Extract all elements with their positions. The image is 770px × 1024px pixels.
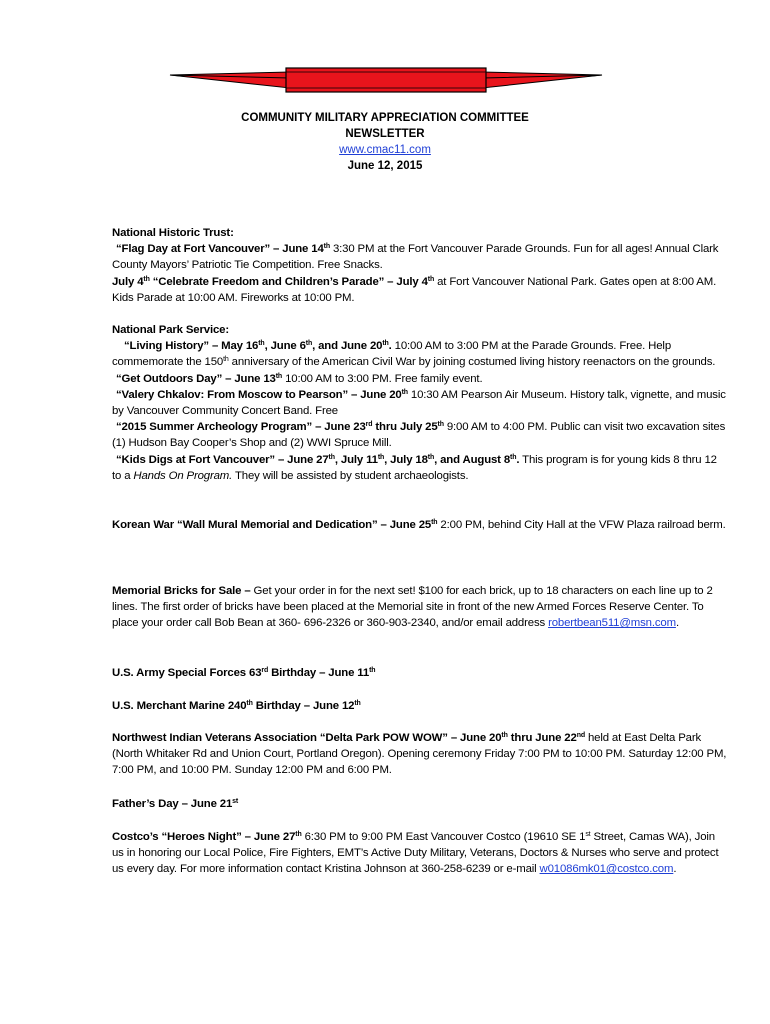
website-link[interactable]: www.cmac11.com [339, 144, 431, 156]
event-title: U.S. Army Special Forces 63 [112, 667, 262, 679]
email-link[interactable]: w01086mk01@costco.com [539, 863, 674, 876]
event-title: “Flag Day at Fort Vancouver” – June 14 [116, 243, 324, 256]
living-history-item [112, 338, 728, 370]
event-text-end: . [675, 617, 679, 630]
flag-day-item [112, 241, 728, 273]
superscript: th [382, 340, 389, 348]
outdoors-day-item [112, 371, 728, 387]
event-title: Costco’s “Heroes Night” – June 27 [112, 831, 296, 843]
july-4th-item [112, 274, 728, 306]
superscript: st [232, 798, 239, 805]
event-text: 2:00 PM, behind City Hall at the VFW Plaza railroad berm. [437, 519, 726, 531]
event-title-2: , June 6 [264, 340, 306, 353]
event-text: Get your order in for the next set! $100 for each brick, up to 18 characters on each line up to 2 lines. The first order of bricks have been placed at the Memorial site in front of the new Armed Forces Reserve Center. To place your order call Bob Bean at 360- 696-2326 or 360-903-2340, and/or email address [112, 585, 713, 630]
superscript: th [510, 453, 517, 461]
fathers-day-item [112, 796, 728, 812]
costco-item [112, 829, 728, 878]
event-text: 6:30 PM to 9:00 PM East Vancouver Costco (19610 SE 1 [301, 831, 586, 843]
event-title-5: . [516, 453, 520, 466]
special-forces-item [112, 665, 728, 681]
event-text-2: Street, Camas WA), Join us in honoring our Local Police, Fire Fighters, EMT’s Active Duty Military, Veterans, Doctors & Nurses who serve and protect us every day. For more information contact Kristina Johnson at 360-258-6239 or e-mail [112, 831, 719, 876]
superscript: th [427, 453, 435, 461]
event-title: July 4 [112, 275, 144, 288]
event-title: “Valery Chkalov: From Moscow to Pearson” – June 20 [116, 388, 402, 401]
superscript: th [431, 519, 438, 526]
archeology-program-item [112, 419, 728, 451]
fathers-day-section [112, 796, 728, 812]
section-heading: National Park Service: [112, 324, 229, 336]
event-text-italic: Hands On Program. [133, 469, 233, 482]
event-text: 10:30 AM Pearson Air Museum. History talk, vignette, and music by Vancouver Community Concert Band. Free [112, 388, 726, 418]
superscript: rd [261, 667, 269, 674]
event-title-2: Birthday – June 11 [268, 667, 370, 679]
event-text-2: anniversary of the American Civil War by joining costumed living history reenactors on the grounds. [228, 356, 716, 369]
valery-chkalov-item [112, 387, 728, 419]
newsletter-header [0, 110, 770, 174]
event-title-2: thru July 25 [372, 421, 438, 434]
special-forces-section [112, 665, 728, 681]
korean-war-section [112, 517, 728, 533]
superscript: th [369, 667, 376, 674]
event-text: 3:30 PM at the Fort Vancouver Parade Grounds. Fun for all ages! Annual Clark County Mayors’ Patriotic Tie Competition. Free Snacks. [112, 243, 719, 272]
email-link[interactable]: robertbean511@msn.com [548, 617, 676, 630]
event-text: This program is for young kids 8 thru 12 to a [112, 453, 717, 482]
merchant-marine-item [112, 698, 728, 714]
section-heading: National Historic Trust: [112, 227, 234, 239]
superscript: th [246, 700, 253, 707]
delta-park-item [112, 730, 728, 779]
event-title-3: , and June 20 [312, 340, 383, 353]
event-text-2: They will be assisted by student archaeologists. [232, 469, 469, 482]
org-title: COMMUNITY MILITARY APPRECIATION COMMITTEE [241, 112, 529, 124]
merchant-marine-section [112, 698, 728, 714]
newsletter-date: June 12, 2015 [347, 160, 423, 172]
event-title: U.S. Merchant Marine 240 [112, 700, 247, 712]
memorial-bricks-item [112, 583, 728, 632]
red-ribbon-banner-icon [168, 64, 604, 98]
event-title-2: , July 11 [334, 453, 378, 466]
superscript: rd [365, 421, 373, 429]
superscript: th [377, 453, 385, 461]
event-title: “Get Outdoors Day” – June 13 [116, 372, 276, 385]
event-text: 10:00 AM to 3:00 PM at the Parade Grounds. Free. Help commemorate the 150 [112, 340, 671, 369]
event-title: “2015 Summer Archeology Program” – June 23 [116, 421, 366, 434]
event-title: “Living History” – May 16 [124, 340, 259, 353]
event-title-2: thru June 22 [507, 732, 577, 744]
event-title-4: , and August 8 [434, 453, 511, 466]
event-title: Memorial Bricks for Sale – [112, 585, 251, 597]
korean-war-item [112, 517, 728, 533]
superscript: th [258, 340, 265, 348]
event-title-2: Birthday – June 12 [252, 700, 355, 712]
doc-type: NEWSLETTER [345, 128, 425, 140]
kids-digs-item [112, 452, 728, 484]
superscript: th [354, 700, 361, 707]
national-park-service-section [112, 322, 728, 484]
superscript: th [143, 275, 150, 283]
superscript: nd [576, 732, 585, 739]
superscript: th [275, 372, 283, 380]
event-text: 10:00 AM to 3:00 PM. Free family event. [282, 372, 483, 385]
event-title: Northwest Indian Veterans Association “Delta Park POW WOW” – June 20 [112, 732, 502, 744]
superscript: th [328, 453, 335, 461]
national-historic-trust-section [112, 225, 728, 306]
superscript: th [437, 421, 444, 429]
event-title: Korean War “Wall Mural Memorial and Dedication” – June 25 [112, 519, 432, 531]
costco-section [112, 829, 728, 878]
event-text-end: . [673, 863, 677, 876]
superscript: th [223, 356, 229, 364]
superscript: th [401, 388, 408, 396]
superscript: st [585, 831, 591, 838]
event-title-2: “Celebrate Freedom and Children’s Parade” – July 4 [149, 275, 428, 288]
event-text: at Fort Vancouver National Park. Gates open at 8:00 AM. Kids Parade at 10:00 AM. Fireworks at 10:00 PM. [112, 275, 717, 304]
event-title-3: , July 18 [384, 453, 428, 466]
event-title: Father’s Day – June 21 [112, 798, 233, 810]
superscript: th [427, 275, 435, 283]
superscript: th [295, 831, 302, 838]
superscript: th [305, 340, 313, 348]
event-title: “Kids Digs at Fort Vancouver” – June 27 [116, 453, 329, 466]
event-text: held at East Delta Park (North Whitaker Rd and Union Court, Portland Oregon). Opening ceremony Friday 7:00 PM to 10:00 PM. Saturday 12:00 PM, 7:00 PM, and 10:00 PM. Sunday 12:00 PM and 6:00 PM. [112, 732, 727, 777]
superscript: th [501, 732, 508, 739]
superscript: th [323, 243, 330, 251]
memorial-bricks-section [112, 583, 728, 632]
event-title-4: . [388, 340, 392, 353]
event-text: 9:00 AM to 4:00 PM. Public can visit two excavation sites (1) Hudson Bay Cooper’s Shop and (2) WWI Spruce Mill. [112, 421, 726, 450]
delta-park-section [112, 730, 728, 779]
